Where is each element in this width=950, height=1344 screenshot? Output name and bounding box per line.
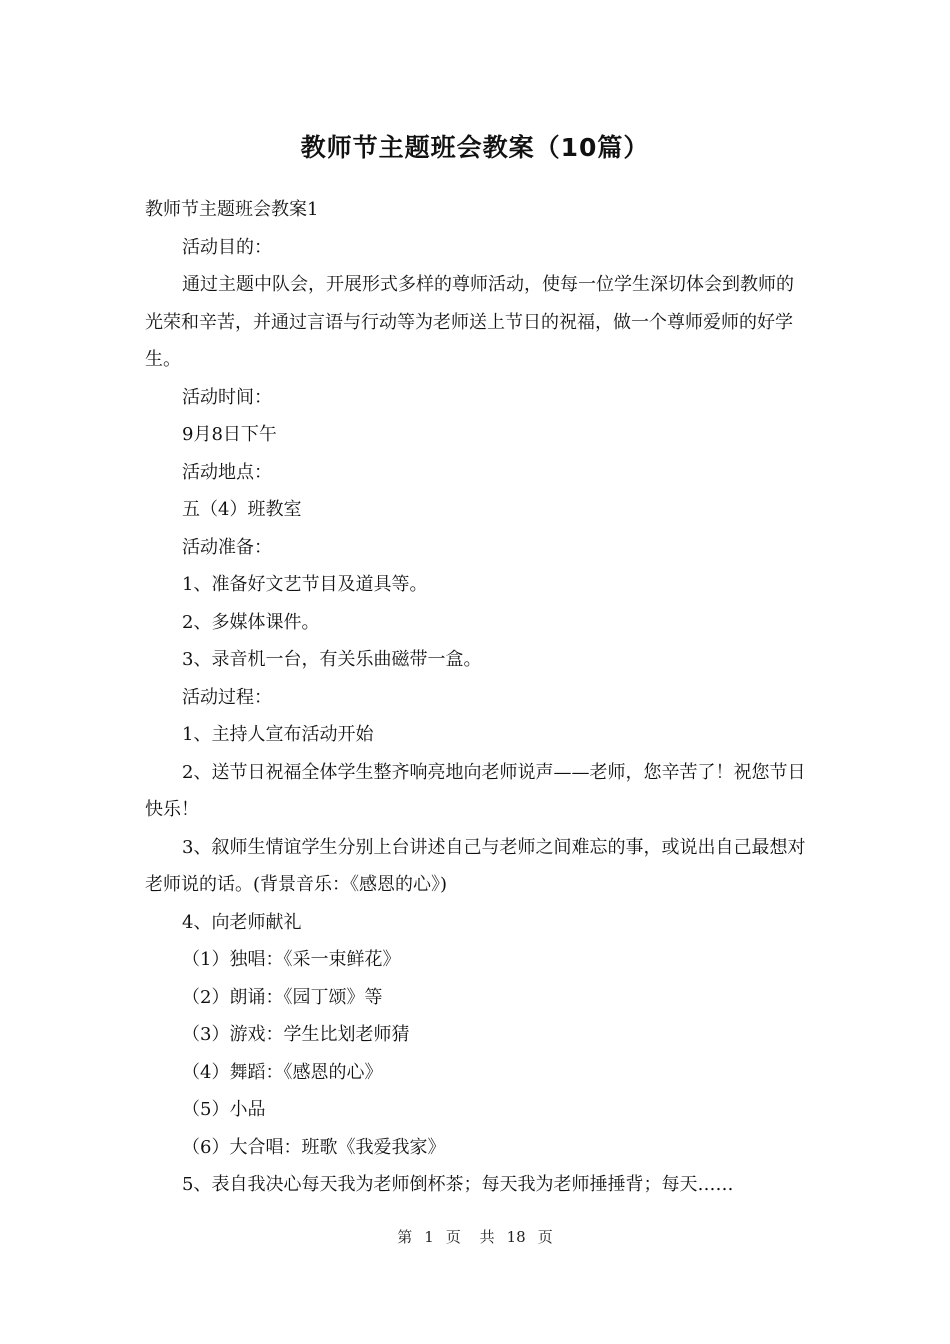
paragraph: 通过主题中队会，开展形式多样的尊师活动，使每一位学生深切体会到教师的光荣和辛苦，并通过言语与行动等为老师送上节日的祝福，做一个尊师爱师的好学生。 [145,274,794,370]
paragraph: 1、主持人宣布活动开始 [182,724,374,745]
list-item: （2）朗诵：《园丁颂》等 [182,986,383,1008]
paragraph: 3、录音机一台，有关乐曲磁带一盒。 [182,649,482,670]
paragraph: 活动准备： [182,536,272,558]
paragraph: 2、多媒体课件。 [182,611,320,633]
paragraph: 活动过程： [182,686,272,708]
list-item: （5）小品 [182,1099,266,1120]
footer-page-mid: 页 共 [445,1228,495,1246]
list-item: （1）独唱：《采一束鲜花》 [182,949,401,970]
list-item: （6）大合唱：班歌《我爱我家》 [182,1136,446,1158]
paragraph: 9月8日下午 [182,424,277,445]
paragraph: 1、准备好文艺节目及道具等。 [182,574,428,595]
list-item: （4）舞蹈：《感恩的心》 [182,1061,383,1083]
list-item: （3）游戏：学生比划老师猜 [182,1024,410,1045]
paragraph: 五（4）班教室 [182,499,302,520]
paragraph: 5、表自我决心每天我为老师倒杯茶；每天我为老师捶捶背；每天…… [182,1174,734,1195]
paragraph: 3、叙师生情谊学生分别上台讲述自己与老师之间难忘的事，或说出自己最想对老师说的话。(背景音乐：《感恩的心》) [145,836,806,895]
section-heading: 教师节主题班会教案1 [145,199,319,220]
paragraph: 活动地点： [182,461,272,483]
paragraph: 4、向老师献礼 [182,911,302,933]
paragraph: 2、送节日祝福全体学生整齐响亮地向老师说声——老师，您辛苦了！祝您节日快乐！ [145,761,806,820]
footer-page-label: 第 [397,1228,413,1246]
document-body [145,191,809,1204]
footer-total-pages: 18 [506,1228,526,1246]
paragraph: 活动目的： [182,236,272,258]
page-footer [0,1226,950,1247]
footer-page-end: 页 [537,1228,553,1246]
footer-page-number: 1 [424,1228,434,1246]
document-title: 教师节主题班会教案（10篇） [300,133,650,162]
paragraph: 活动时间： [182,386,272,408]
